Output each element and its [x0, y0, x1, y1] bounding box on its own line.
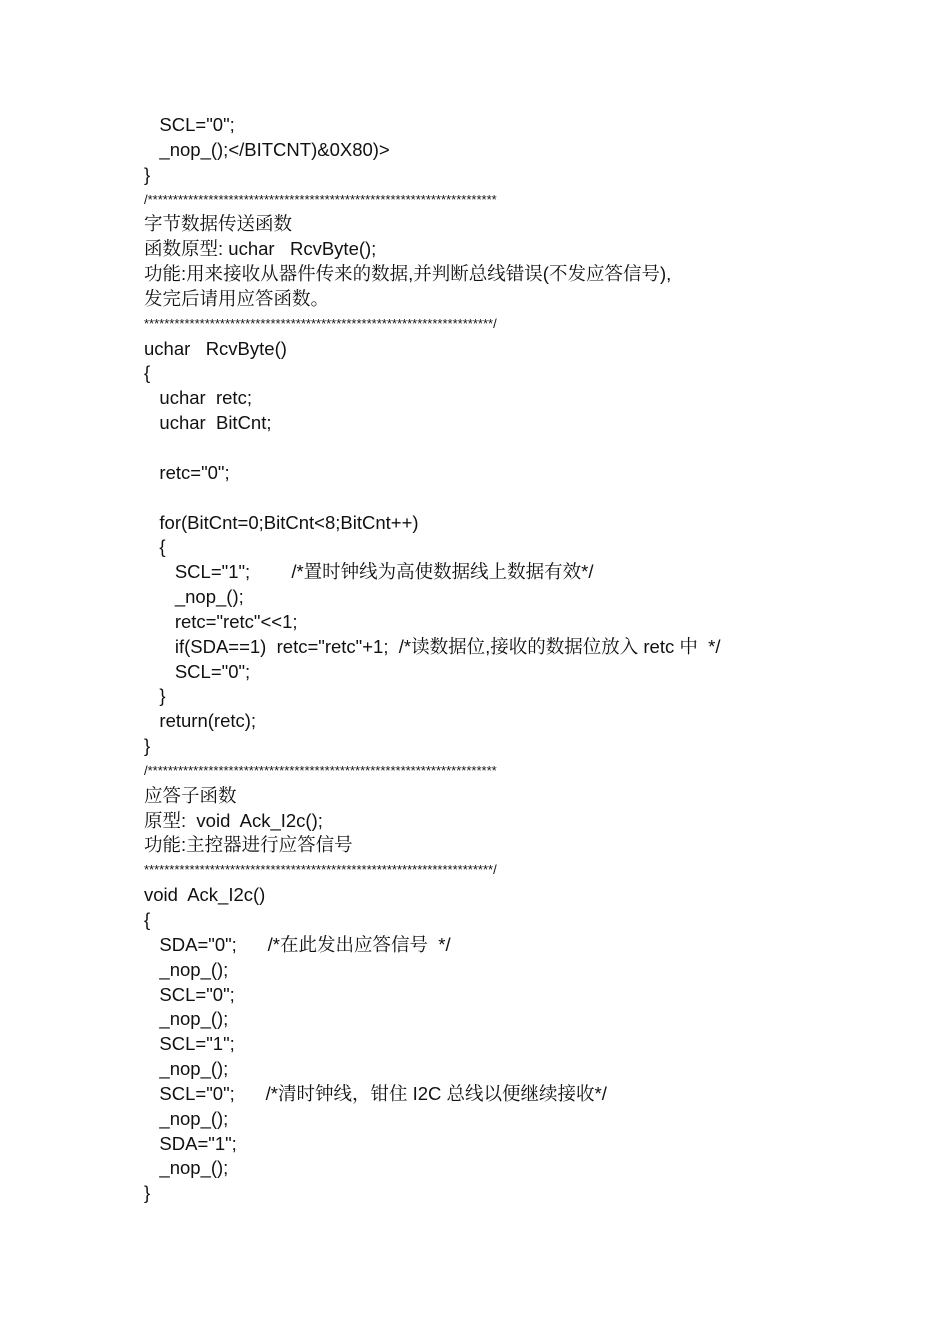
comment-border-line: *********************************************************************/: [144, 315, 497, 331]
code-line: _nop_();: [144, 958, 229, 980]
code-line: if(SDA==1) retc="retc"+1; /*读数据位,接收的数据位放入 retc 中 */: [144, 635, 721, 657]
code-line: SCL="0";: [144, 114, 235, 135]
code-line: SCL="1";: [144, 1033, 235, 1055]
code-line: SDA="0"; /*在此发出应答信号 */: [144, 933, 451, 955]
comment-border-line: /*********************************************************************: [144, 762, 497, 778]
code-line: _nop_();: [144, 1008, 229, 1030]
code-line: 应答子函数: [144, 784, 237, 806]
code-line: uchar retc;: [144, 387, 252, 409]
code-line: }: [144, 685, 166, 707]
code-line: {: [144, 536, 166, 558]
blank-line: [144, 486, 924, 511]
code-line: SCL="1"; /*置时钟线为高使数据线上数据有效*/: [144, 561, 594, 583]
code-listing: [144, 113, 924, 1206]
code-line: 发完后请用应答函数。: [144, 287, 330, 309]
code-line: _nop_();: [144, 1058, 229, 1080]
code-line: 功能:用来接收从器件传来的数据,并判断总线错误(不发应答信号),: [144, 263, 672, 285]
code-line: void Ack_I2c(): [144, 884, 266, 906]
code-line: }: [144, 735, 151, 757]
code-line: }: [144, 1182, 151, 1204]
comment-border-line: /*********************************************************************: [144, 191, 497, 207]
code-line: _nop_();: [144, 1157, 229, 1179]
code-line: uchar RcvByte(): [144, 337, 287, 359]
code-line: return(retc);: [144, 710, 257, 732]
code-line: _nop_();</BITCNT)&0X80)>: [144, 138, 390, 160]
code-line: for(BitCnt=0;BitCnt<8;BitCnt++): [144, 511, 419, 533]
code-line: _nop_();: [144, 1107, 229, 1129]
code-line: {: [144, 909, 151, 930]
code-line: SDA="1";: [144, 1132, 237, 1154]
code-line: SCL="0";: [144, 660, 251, 682]
code-line: 函数原型: uchar RcvByte();: [144, 238, 377, 260]
comment-border-line: *********************************************************************/: [144, 862, 497, 878]
code-line: {: [144, 362, 151, 384]
code-line: SCL="0";: [144, 983, 235, 1005]
code-line: SCL="0"; /*清时钟线，钳住 I2C 总线以便继续接收*/: [144, 1082, 607, 1104]
code-line: }: [144, 163, 151, 185]
code-line: retc="0";: [144, 461, 230, 483]
blank-line: [144, 436, 924, 461]
code-line: 功能:主控器进行应答信号: [144, 834, 353, 856]
code-line: _nop_();: [144, 586, 244, 608]
code-line: 字节数据传送函数: [144, 213, 293, 235]
code-line: uchar BitCnt;: [144, 412, 272, 434]
code-line: retc="retc"<<1;: [144, 610, 298, 632]
code-line: 原型: void Ack_I2c();: [144, 809, 323, 831]
